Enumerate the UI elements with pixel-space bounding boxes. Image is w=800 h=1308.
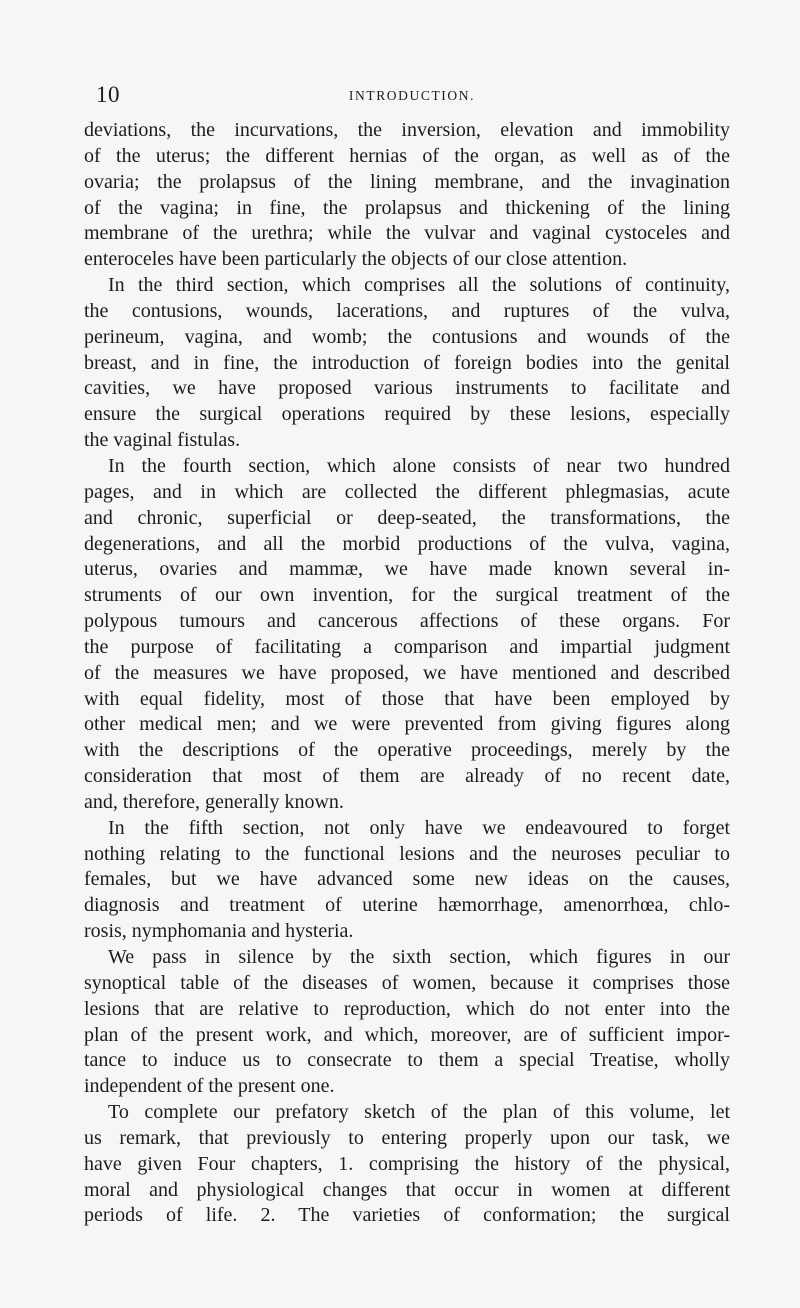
text-line: synoptical table of the diseases of women, because it comprises those (84, 971, 730, 994)
text-line: of the measures we have proposed, we have mentioned and described (84, 661, 730, 684)
text-line: deviations, the incurvations, the inversion, elevation and immobility (84, 119, 730, 141)
text-line: struments of our own invention, for the surgical treatment of the (84, 584, 730, 607)
text-line: moral and physiological changes that occur in women at different (84, 1178, 730, 1201)
text-line: ensure the surgical operations required by these lesions, especially (84, 403, 730, 426)
text-line: tance to induce us to consecrate to them a special Treatise, wholly (84, 1049, 730, 1072)
text-line: and, therefore, generally known. (84, 790, 344, 813)
text-line: uterus, ovaries and mammæ, we have made known several in- (84, 558, 730, 581)
text-line: have given Four chapters, 1. comprising the history of the physical, (84, 1152, 730, 1175)
text-line: independent of the present one. (84, 1075, 335, 1098)
text-line: us remark, that previously to entering properly upon our task, we (84, 1126, 730, 1149)
text-line: To complete our prefatory sketch of the plan of this volume, let (108, 1101, 730, 1124)
text-line: with the descriptions of the operative proceedings, merely by the (84, 739, 730, 762)
text-line: membrane of the urethra; while the vulvar and vaginal cystoceles and (84, 222, 730, 245)
text-line: consideration that most of them are already of no recent date, (84, 765, 730, 788)
text-line: degenerations, and all the morbid productions of the vulva, vagina, (84, 532, 730, 555)
text-line: rosis, nymphomania and hysteria. (84, 920, 354, 943)
text-line: diagnosis and treatment of uterine hæmorrhage, amenorrhœa, chlo- (84, 894, 730, 917)
text-line: pages, and in which are collected the different phlegmasias, acute (84, 480, 730, 503)
text-line: the contusions, wounds, lacerations, and ruptures of the vulva, (84, 299, 730, 322)
text-line: ovaria; the prolapsus of the lining membrane, and the invagination (84, 170, 730, 193)
text-line: periods of life. 2. The varieties of conformation; the surgical (84, 1204, 730, 1227)
text-line: perineum, vagina, and womb; the contusions and wounds of the (84, 325, 730, 348)
text-line: We pass in silence by the sixth section, which figures in our (108, 946, 730, 968)
text-line: In the fifth section, not only have we endeavoured to forget (108, 816, 730, 839)
text-line: In the third section, which comprises all the solutions of continuity, (108, 274, 730, 297)
text-line: of the vagina; in fine, the prolapsus and thickening of the lining (84, 196, 730, 219)
running-title: INTRODUCTION. (348, 88, 476, 103)
text-line: enteroceles have been particularly the objects of our close attention. (84, 248, 628, 271)
running-head (96, 82, 728, 112)
page-number: 10 (96, 82, 120, 107)
text-line: and chronic, superficial or deep-seated, the transformations, the (84, 506, 730, 529)
text-line: the purpose of facilitating a comparison and impartial judgment (84, 635, 730, 658)
text-line: the vaginal fistulas. (84, 429, 241, 452)
text-line: with equal fidelity, most of those that have been employed by (84, 687, 730, 710)
text-line: plan of the present work, and which, moreover, are of sufficient impor- (84, 1023, 730, 1046)
text-line: polypous tumours and cancerous affections of these organs. For (84, 610, 730, 633)
text-line: breast, and in fine, the introduction of foreign bodies into the genital (84, 351, 730, 374)
text-line: cavities, we have proposed various instruments to facilitate and (84, 377, 730, 400)
body-text (84, 118, 730, 1229)
text-line: lesions that are relative to reproduction, which do not enter into the (84, 997, 730, 1020)
text-line: nothing relating to the functional lesions and the neuroses peculiar to (84, 842, 730, 865)
text-line: females, but we have advanced some new ideas on the causes, (84, 868, 730, 891)
text-line: In the fourth section, which alone consists of near two hundred (108, 454, 730, 477)
text-line: other medical men; and we were prevented from giving figures along (84, 713, 730, 736)
text-line: of the uterus; the different hernias of the organ, as well as of the (84, 144, 730, 167)
